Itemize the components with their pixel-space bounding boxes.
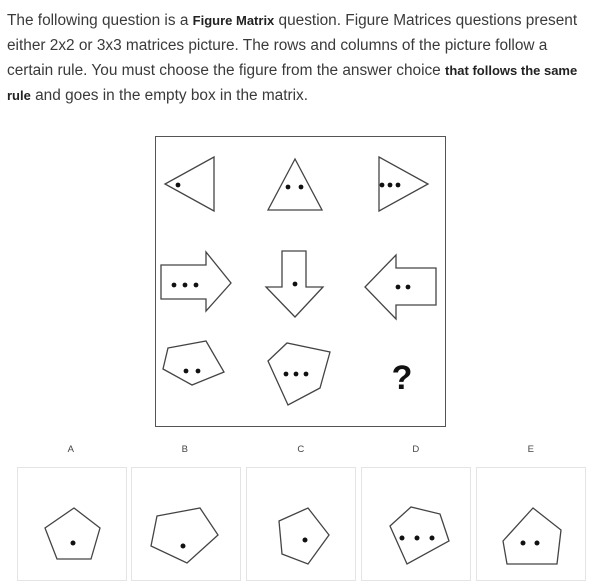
matrix-cell-r2c3 xyxy=(365,255,436,319)
choice-letter-a: A xyxy=(67,444,75,455)
question-text xyxy=(7,8,595,108)
matrix-cell-r1c3 xyxy=(379,157,428,211)
choice-b-button[interactable] xyxy=(131,467,241,581)
question-mark: ? xyxy=(391,359,413,397)
choice-c-figure xyxy=(247,468,357,582)
question-bold-rule: that follows the same rule xyxy=(7,63,578,103)
choice-e-figure xyxy=(477,468,587,582)
choice-a-figure xyxy=(18,468,128,582)
choice-letter-e: E xyxy=(527,444,535,455)
matrix-cell-r1c2 xyxy=(268,159,322,210)
choice-letter-b: B xyxy=(181,444,189,455)
question-bold-figure-matrix: Figure Matrix xyxy=(192,13,275,28)
matrix-cell-r2c2 xyxy=(266,251,323,317)
choice-d-button[interactable] xyxy=(361,467,471,581)
matrix-cell-r3c3-missing xyxy=(392,359,413,397)
question-part-2: question. Figure Matrices questions present either 2x2 or 3x3 matrices picture. The rows and columns of the picture follow a certain rule. You must choose the figure from the answer choice xyxy=(7,12,578,79)
figure-matrix xyxy=(155,136,446,427)
choice-c-button[interactable] xyxy=(246,467,356,581)
matrix-cell-r2c1 xyxy=(161,252,231,311)
choice-letter-d: D xyxy=(412,444,420,455)
choice-b-figure xyxy=(132,468,242,582)
question-part-1: The following question is a xyxy=(7,12,193,29)
choice-letter-c: C xyxy=(297,444,305,455)
matrix-cell-r3c1 xyxy=(163,341,224,385)
matrix-cell-r1c1 xyxy=(165,157,214,211)
matrix-cell-r3c2 xyxy=(268,343,330,405)
matrix-figures xyxy=(156,137,447,428)
choice-a-button[interactable] xyxy=(17,467,127,581)
choice-d-figure xyxy=(362,468,472,582)
choice-e-button[interactable] xyxy=(476,467,586,581)
question-part-3: and goes in the empty box in the matrix. xyxy=(30,87,309,104)
